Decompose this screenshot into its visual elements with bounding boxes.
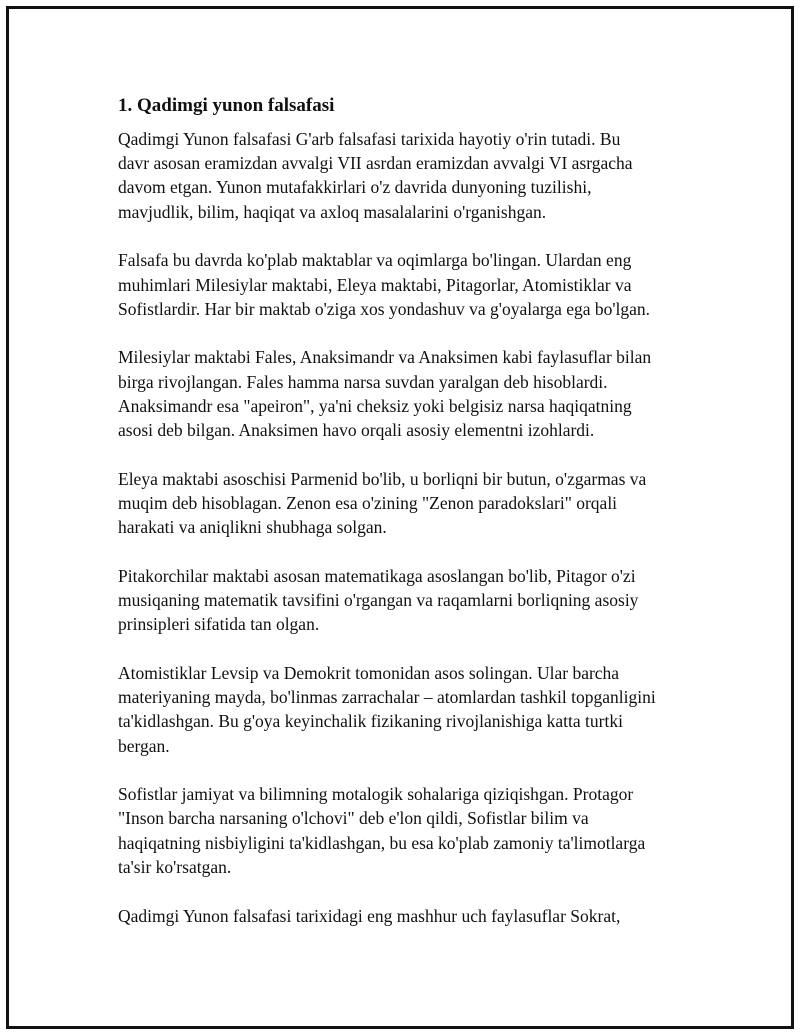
paragraph-6 — [118, 661, 708, 758]
paragraph-line: Sofistlar jamiyat va bilimning motalogik sohalariga qiziqishgan. Protagor — [118, 784, 634, 805]
paragraph-line: birga rivojlangan. Fales hamma narsa suvdan yaralgan deb hisoblardi. — [118, 371, 608, 392]
paragraph-line: davr asosan eramizdan avvalgi VII asrdan eramizdan avvalgi VI asrgacha — [118, 153, 633, 174]
paragraph-line: muqim deb hisoblagan. Zenon esa o'zining "Zenon paradokslari" orqali — [118, 492, 618, 513]
paragraph-line: muhimlari Milesiylar maktabi, Eleya maktabi, Pitagorlar, Atomistiklar va — [118, 274, 632, 295]
paragraph-line: ta'sir ko'rsatgan. — [118, 856, 232, 877]
paragraph-4 — [118, 467, 708, 540]
paragraph-line: davom etgan. Yunon mutafakkirlari o'z davrida dunyoning tuzilishi, — [118, 177, 592, 198]
paragraph-line: bergan. — [118, 735, 170, 756]
paragraph-line: Anaksimandr esa "apeiron", ya'ni cheksiz yoki belgisiz narsa haqiqatning — [118, 395, 632, 416]
paragraph-2 — [118, 248, 708, 321]
paragraph-1 — [118, 127, 708, 224]
paragraph-line: haqiqatning nisbiyligini ta'kidlashgan, bu esa ko'plab zamoniy ta'limotlarga — [118, 832, 646, 853]
paragraph-line: Milesiylar maktabi Fales, Anaksimandr va Anaksimen kabi faylasuflar bilan — [118, 347, 652, 368]
paragraph-line: materiyaning mayda, bo'linmas zarrachalar – atomlardan tashkil topganligini — [118, 687, 656, 708]
paragraph-3 — [118, 345, 708, 442]
section-heading: 1. Qadimgi yunon falsafasi — [118, 95, 335, 116]
paragraph-8 — [118, 904, 708, 928]
paragraph-line: Sofistlardir. Har bir maktab o'ziga xos yondashuv va g'oyalarga ega bo'lgan. — [118, 298, 651, 319]
paragraph-5 — [118, 564, 708, 637]
paragraph-line: prinsipleri sifatida tan olgan. — [118, 614, 320, 635]
paragraph-line: ta'kidlashgan. Bu g'oya keyinchalik fizikaning rivojlanishiga katta turtki — [118, 711, 623, 732]
document-body — [118, 92, 708, 952]
paragraph-line: Pitakorchilar maktabi asosan matematikaga asoslangan bo'lib, Pitagor o'zi — [118, 565, 636, 586]
paragraph-line: asosi deb bilgan. Anaksimen havo orqali asosiy elementni izohlardi. — [118, 420, 595, 441]
paragraph-line: Falsafa bu davrda ko'plab maktablar va oqimlarga bo'lingan. Ulardan eng — [118, 250, 632, 271]
paragraph-line: musiqaning matematik tavsifini o'rgangan va raqamlarni borliqning asosiy — [118, 590, 639, 611]
paragraph-line: Eleya maktabi asoschisi Parmenid bo'lib, u borliqni bir butun, o'zgarmas va — [118, 468, 647, 489]
paragraph-line: harakati va aniqlikni shubhaga solgan. — [118, 517, 387, 538]
paragraph-line: mavjudlik, bilim, haqiqat va axloq masalalarini o'rganishgan. — [118, 201, 547, 222]
paragraph-line: Qadimgi Yunon falsafasi G'arb falsafasi tarixida hayotiy o'rin tutadi. Bu — [118, 129, 621, 149]
paragraph-line: Atomistiklar Levsip va Demokrit tomonidan asos solingan. Ular barcha — [118, 662, 620, 683]
paragraph-7 — [118, 782, 708, 879]
paragraph-line: "Inson barcha narsaning o'lchovi" deb e'lon qildi, Sofistlar bilim va — [118, 808, 589, 829]
paragraph-line: Qadimgi Yunon falsafasi tarixidagi eng mashhur uch faylasuflar Sokrat, — [118, 905, 621, 926]
